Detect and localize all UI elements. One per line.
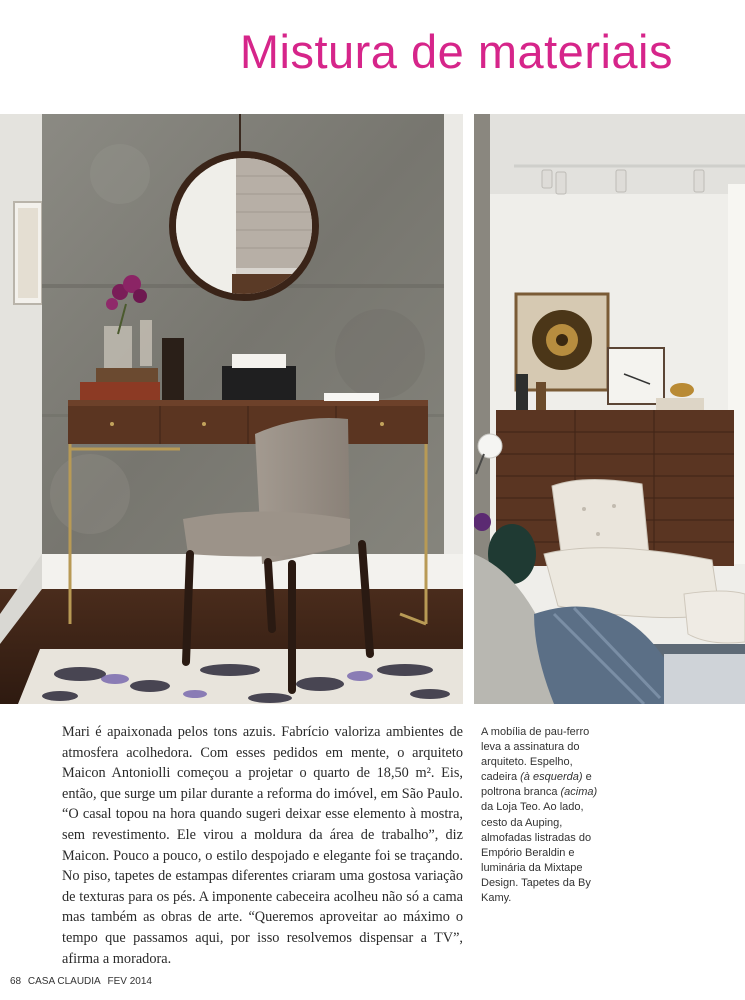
photo-caption [481, 725, 601, 906]
magazine-name: CASA CLAUDIA [27, 976, 101, 987]
caption-text-2: e poltrona branca [481, 771, 592, 799]
article-body: Mari é apaixonada pelos tons azuis. Fabrício valoriza ambientes de atmosfera acolhedora. Com esses pedidos em mente, o arquiteto Maicon Antoniolli começou a projetar o quarto de 18,50 m². Eis, então, que surge um pilar durante a reforma do imóvel, em São Paulo. “O casal topou na hora quando sugeri deixar esse elemento à mostra, sem revestimento. Ele virou a moldura da área de trabalho”, diz Maicon. Pouco a pouco, o estilo despojado e elegante foi se traçando. No piso, tapetes de estampas diferentes criaram uma gostosa variação de texturas para os pés. A imponente cabeceira acolheu não só a cama mas também as obras de arte. “Queremos aproveitar ao máximo o tempo que passamos aqui, por isso resolvemos dispensar a TV”, afirma a moradora. [62, 724, 463, 967]
photo-desk-illustration [0, 114, 463, 704]
page-number: 68 [10, 976, 22, 987]
caption-ref-left: (à esquerda) [520, 771, 583, 784]
caption-ref-above: (acima) [560, 786, 598, 799]
caption-text-1: A mobília de pau-ferro leva a assinatura do arquiteto. Espelho, cadeira [481, 726, 590, 784]
photo-bedroom-illustration [474, 114, 745, 704]
photo-desk-mirror [0, 114, 463, 704]
issue-date: FEV 2014 [107, 976, 152, 987]
page-footer [10, 976, 156, 987]
photo-bedroom-armchair [474, 114, 745, 704]
caption-text-3: da Loja Teo. Ao lado, cesto da Auping, almofadas listradas do Empório Beraldin e luminária da Mixtape Design. Tapetes da By Kamy. [481, 801, 592, 905]
article-title: Mistura de materiais [239, 25, 673, 78]
